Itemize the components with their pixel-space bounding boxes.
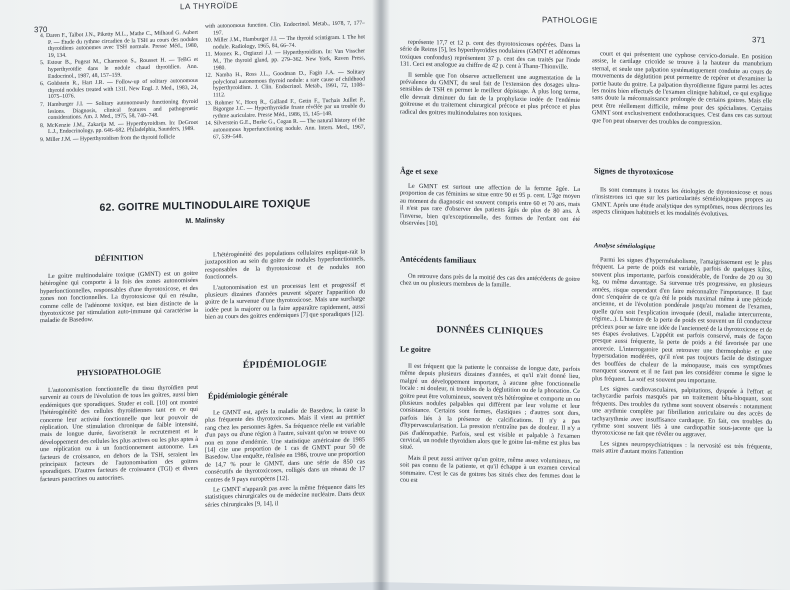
age-sexe-text [400,183,580,234]
page-number-right: 371 [752,35,766,45]
right-col2-top [592,50,772,131]
left-page [0,0,384,590]
references-column-right [205,20,365,141]
right-col1-top [400,39,580,123]
reference-item: 9. Miller J.M. — Hyperthyroidism from the thyroid follicle [40,134,176,144]
reference-item: 14. Silverstein G.E., Burke G., Cogan R. — The natural history of the autonomous hyperfunctioning nodule. Ann. Intern. Med., 1967, 67, 539–548. [205,117,365,141]
definition-heading: DÉFINITION [94,253,144,264]
running-head-left: LA THYROÏDE [180,1,239,12]
analyse-heading: Analyse séméiologique [594,242,656,251]
references-column-left [40,30,198,145]
paragraph: Parmi les signes d'hypermétabolisme, l'amaigrissement est le plus fréquent. La perte de poids est variable, parfois de quelques kilos, souvent plus importante, parfois considérable, de l'ordre de 20 ou 30 kg, ou même davantage. Sa survenue très progressive, en plusieurs années, risque cependant d'en faire méconnaître l'importance. Il faut donc s'enquérir de ce qu'a été le poids maximal même à une période ancienne, et de l'évolution pondérale jusqu'au moment de l'examen, quelle qu'en soit l'explication invoquée (deuil, maladie intercurrente, régime...). L'histoire de la perte de poids est souvent un fil conducteur précieux pour se faire une idée de l'ancienneté de la thyrotoxicose et de ses étapes évolutives. L'appétit est parfois conservé, mais de façon presque aussi fréquente, la perte de poids a été favorisée par une anorexie. L'interrogatoire peut retrouver une thermophobie et une hypersudation modérées, qu'il n'est pas toujours facile de distinguer des bouffées de chaleur de la ménopause, mais ces symptômes manquent souvent et il ne faut pas les considérer comme le signe le plus fréquent. La soif est souvent peu importante. [592,256,772,385]
paragraph: représente 17,7 et 12 p. cent des thyrotoxicoses opérées. Dans la série de Reims [5], les hyperthyroïdies nodulaires (GMNT et adénomes toxiques confondus) représentent 37 p. cent des cas traités par l'iode 131. Ceci est analogue au chiffre de 42 p. cent à Thann-Thionville. [400,38,580,71]
reference-item: 13. Rohmer V., Hocq R., Galland F., Getin F., Tuchais Juillet P., Bigorgne J.C. — Hyperthyroïdie fruste révélée par un trouble du rythme auriculaire. Presse Méd., 1986, 15, 145–148. [205,96,365,120]
paragraph: Il semble que l'on observe actuellement une augmentation de la prévalence du GMNT, du seul fait de l'extension des dosages ultra-sensibles de TSH en permet le meilleur dépistage. À plus long terme, elle devrait diminuer du fait de la prophylaxie iodée de l'endémie goitreuse et du traitement chirurgical précoce et plus précoce et plus radical des goitres multinodulaires non toxiques. [400,71,580,118]
paragraph: Les signes neuropsychiatriques : la nervosité est très fréquente, mais attire d'autant moins l'attention [592,440,772,457]
right-page [380,0,790,590]
running-head-right: PATHOLOGIE [542,15,598,26]
signes-body [592,256,772,461]
donnees-cliniques-heading: DONNÉES CLINIQUES [436,325,544,338]
physiopathologie-text [40,384,198,487]
physiopathologie-heading: PHYSIOPATHOLOGIE [76,366,162,378]
chapter-title: 62. GOITRE MULTINODULAIRE TOXIQUE [99,197,311,214]
age-sexe-heading: Âge et sexe [400,166,438,177]
paragraph: Il est fréquent que la patiente le connaisse de longue date, parfois même depuis plusieurs dizaines d'années, et qu'il n'ait donné lieu, malgré un développement important, à aucune gêne fonctionnelle locale : ni douleur, ni troubles de la déglutition ou de la phonation. Ce goitre peut être volumineux, souvent très hétérogène et comporte un ou plusieurs nodules palpables qui diffèrent par leur volume et leur consistance. Certains sont fermes, élastiques ; d'autres sont durs, parfois liés à la présence de calcifications. Il n'y a pas d'hypervascularisation. La pression n'entraîne pas de douleur. Il n'y a pas d'adénopathie. Parfois, seul est visible et palpable à l'examen cervical, un nodule thyroïdien alors que le goitre lui-même est plus bas situé. [400,362,580,452]
paragraph: Le GMNT est surtout une affection de la femme âgée. La proportion de cas féminins se situe entre 90 et 95 p. cent. L'âge moyen au moment du diagnostic est souvent compris entre 60 et 70 ans, mais il n'est pas rare d'observer des patients âgés de plus de 80 ans. À l'inverse, bien qu'exceptionnelle, des formes de l'enfant ont été observées [10]. [400,182,580,228]
signes-intro [592,186,772,222]
paragraph: Les signes cardiovasculaires, palpitations, dyspnée à l'effort et tachycardie parfois masqués par un traitement bêta-bloquant, sont fréquents. Des troubles du rythme sont souvent observés : notamment une arythmie complète par fibrillation auriculaire ou des accès de tachyarythmie avec insuffisance cardiaque. En fait, ces troubles du rythme sont souvent liés à une cardiopathie sous-jacente que la thyrotoxicose ne fait que révéler ou aggraver. [592,385,772,439]
reference-item: 12. Namba H., Ross J.L., Goodman D., Fagin J.A. — Solitary polyclonal autonomous thyroid nodule: a rare cause of childhood hyperthyroidism. J. Clin. Endocrinol. Metab., 1991, 72, 1108–1112. [205,69,365,99]
paragraph: L'autonomisation fonctionnelle du tissu thyroïdien peut survenir au cours de l'évolution de tous les goitres, aussi bien endémiques que sporadiques. Studer et coll. [10] ont montré l'hétérogénéité des cellules thyroïdiennes tant en ce qui concerne leur activité fonctionnelle que leur pouvoir de réplication. Une stimulation chronique de faible intensité, mais de longue durée, favoriserait le recrutement et le développement des cellules les plus actives ou les plus aptes à une réplication ou à un fonctionnement autonome. Les facteurs de croissance, en dehors de la TSH, seraient les principaux facteurs de l'autonomisation des goitres sporadiques. D'autres facteurs de croissance (TGI) et divers facteurs paracrines ou autocrines. [40,383,198,484]
paragraph: court et qui présentent une cyphose cervico-dorsale. En position assise, le cartilage cricoïde se trouve à la hauteur du manubrium sternal, et seule une palpation systématiquement conduite au cours de mouvements de déglutition peut permettre de repérer et d'examiner la partie haute du goitre. La palpation thyroïdienne figure parmi les actes les moins bien effectués de l'examen clinique habituel, ce qui explique sans doute la méconnaissance prolongée de certains goitres. Mais elle peut être réellement difficile, même pour des spécialistes. Certains GMNT sont exclusivement endothoraciques. C'est dans ces cas surtout que l'on peut observer des troubles de compression. [592,50,772,127]
reference-item: 11. Momex R., Orgiazzi J.J. — Hyperthyroidism. In: Van Visscher M., The thyroid gland, pp. 279–362. New York, Raven Press, 1980. [205,48,365,72]
reference-item: 5. Estour B., Pugeat M., Charmeon S., Rousset H. — TeBG et hyperthyroïdie dans le nodule chaud thyroïdien. Ann. Endocrinol., 1987, 48, 157–159. [40,57,198,80]
reference-item: 7. Hamburger J.I. — Solitary autonomously functioning thyroid lesions. Diagnosis, clinical features and pathogenetic considerations. Am. J. Med., 1975, 58, 740–748. [40,98,198,122]
paragraph: Le GMNT est, après la maladie de Basedow, la cause la plus fréquente des thyrotoxicoses. Mais il vient au premier rang chez les personnes âgées. Sa fréquence réelle est variable d'un pays ou d'une région à l'autre, suivant qu'on se trouve ou non en zone d'endémie. Une statistique américaine de 1985 [14] cite une proportion de 1 cas de GMNT pour 50 de Basedow. Une enquête, réalisée en 1986, trouve une proportion de 14,7 % pour le GMNT, dans une série de 850 cas consécutifs de thyrotoxicoses, colligés dans un réseau de 17 centres de 9 pays européens [12]. [205,406,365,484]
epidemiologie-subheading: Épidémiologie générale [208,389,288,401]
paragraph: L'autonomisation est un processus lent et progressif et plusieurs dizaines d'années peuvent séparer l'apparition du goitre de la survenue d'une thyrotoxicose. Mais une surcharge iodée peut la majorer ou la faire apparaître rapidement, aussi bien au cours des goitres endémiques [7] que sporadiques [12]. [205,280,365,321]
goitre-text [400,363,580,491]
epidemiologie-text [205,406,365,512]
reference-item: 6. Goldstein R., Hart J.R. — Follow-up of solitary autonomous thyroid nodules treated with 131I. New Engl. J. Med., 1983, 24, 1075–1076. [40,78,198,101]
page-number-left: 370 [34,25,48,35]
definition-continued [205,248,365,324]
reference-item: 8. McKenzie J.M., Zakarija M. — Hyperthyroidism. In: DeGroot L.J., Endocrinology, pp. 646–682. Philadelphia, Saunders, 1989. [40,119,198,136]
paragraph: Le GMNT n'apparaît pas avec la même fréquence dans les statistiques chirurgicales ou de médecine nucléaire. Dans deux séries chirurgicales [9, 14], il [205,483,365,509]
antecedents-text [400,273,580,294]
antecedents-heading: Antécédents familiaux [400,254,477,265]
epidemiologie-heading: ÉPIDÉMIOLOGIE [242,359,328,371]
paragraph: On retrouve dans près de la moitié des cas des antécédents de goitre chez un ou plusieurs membres de la famille. [400,272,580,290]
signes-heading: Signes de thyrotoxicose [594,166,674,177]
definition-text [40,270,198,328]
reference-item: 10. Miller J.M., Hamburger J.I. — The thyroid scintigram. I. The hot nodule. Radiology, 1965, 84, 66–74. [205,34,365,51]
paragraph: Mais il peut aussi arriver qu'un goitre, même assez volumineux, ne soit pas connu de la patiente, et qu'il échappe à un examen cervical sommaire. C'est le cas de goitres bas situés chez des femmes dont le cou est [400,454,580,484]
reference-item: with autonomous function. Clin. Endocrinol. Metab., 1978, 7, 177–197. [205,20,365,37]
paragraph: Le goitre multinodulaire toxique (GMNT) est un goitre hétérogène qui comporte à la fois des zones autonomisées hyperfonctionnelles, responsables d'une thyrotoxicose, et des zones non fonctionnelles. La thyrotoxicose qui en résulte, comme celle de l'adénome toxique, est bien distincte de la thyrotoxicose par stimulation auto-immune qui caractérise la maladie de Basedow. [40,269,198,325]
paragraph: Ils sont communs à toutes les étiologies de thyrotoxicose et nous n'insisterons ici que sur les particularités séméiologiques propres au GMNT. Après une étude analytique des symptômes, nous décrirons les aspects cliniques habituels et les modalités évolutives. [592,186,772,219]
paragraph: L'hétérogénéité des populations cellulaires explique-rait la juxtaposition au sein du goitre de nodules hyperfonctionnels, responsables de la thyrotoxicose et de nodules non fonctionnels. [205,248,365,281]
reference-item: 4. Daren F., Talbot J.N., Piketty M.L., Mathe C., Milhaud G. Aubert P. — Étude du rythme circadien de la TSH au cours des nodules thyroïdiens autonomes avec TSH normale. Presse Méd., 1980, 19, 134. [40,29,198,59]
goitre-subheading: Le goitre [400,344,431,355]
author-name: M. Malinsky [185,217,225,226]
